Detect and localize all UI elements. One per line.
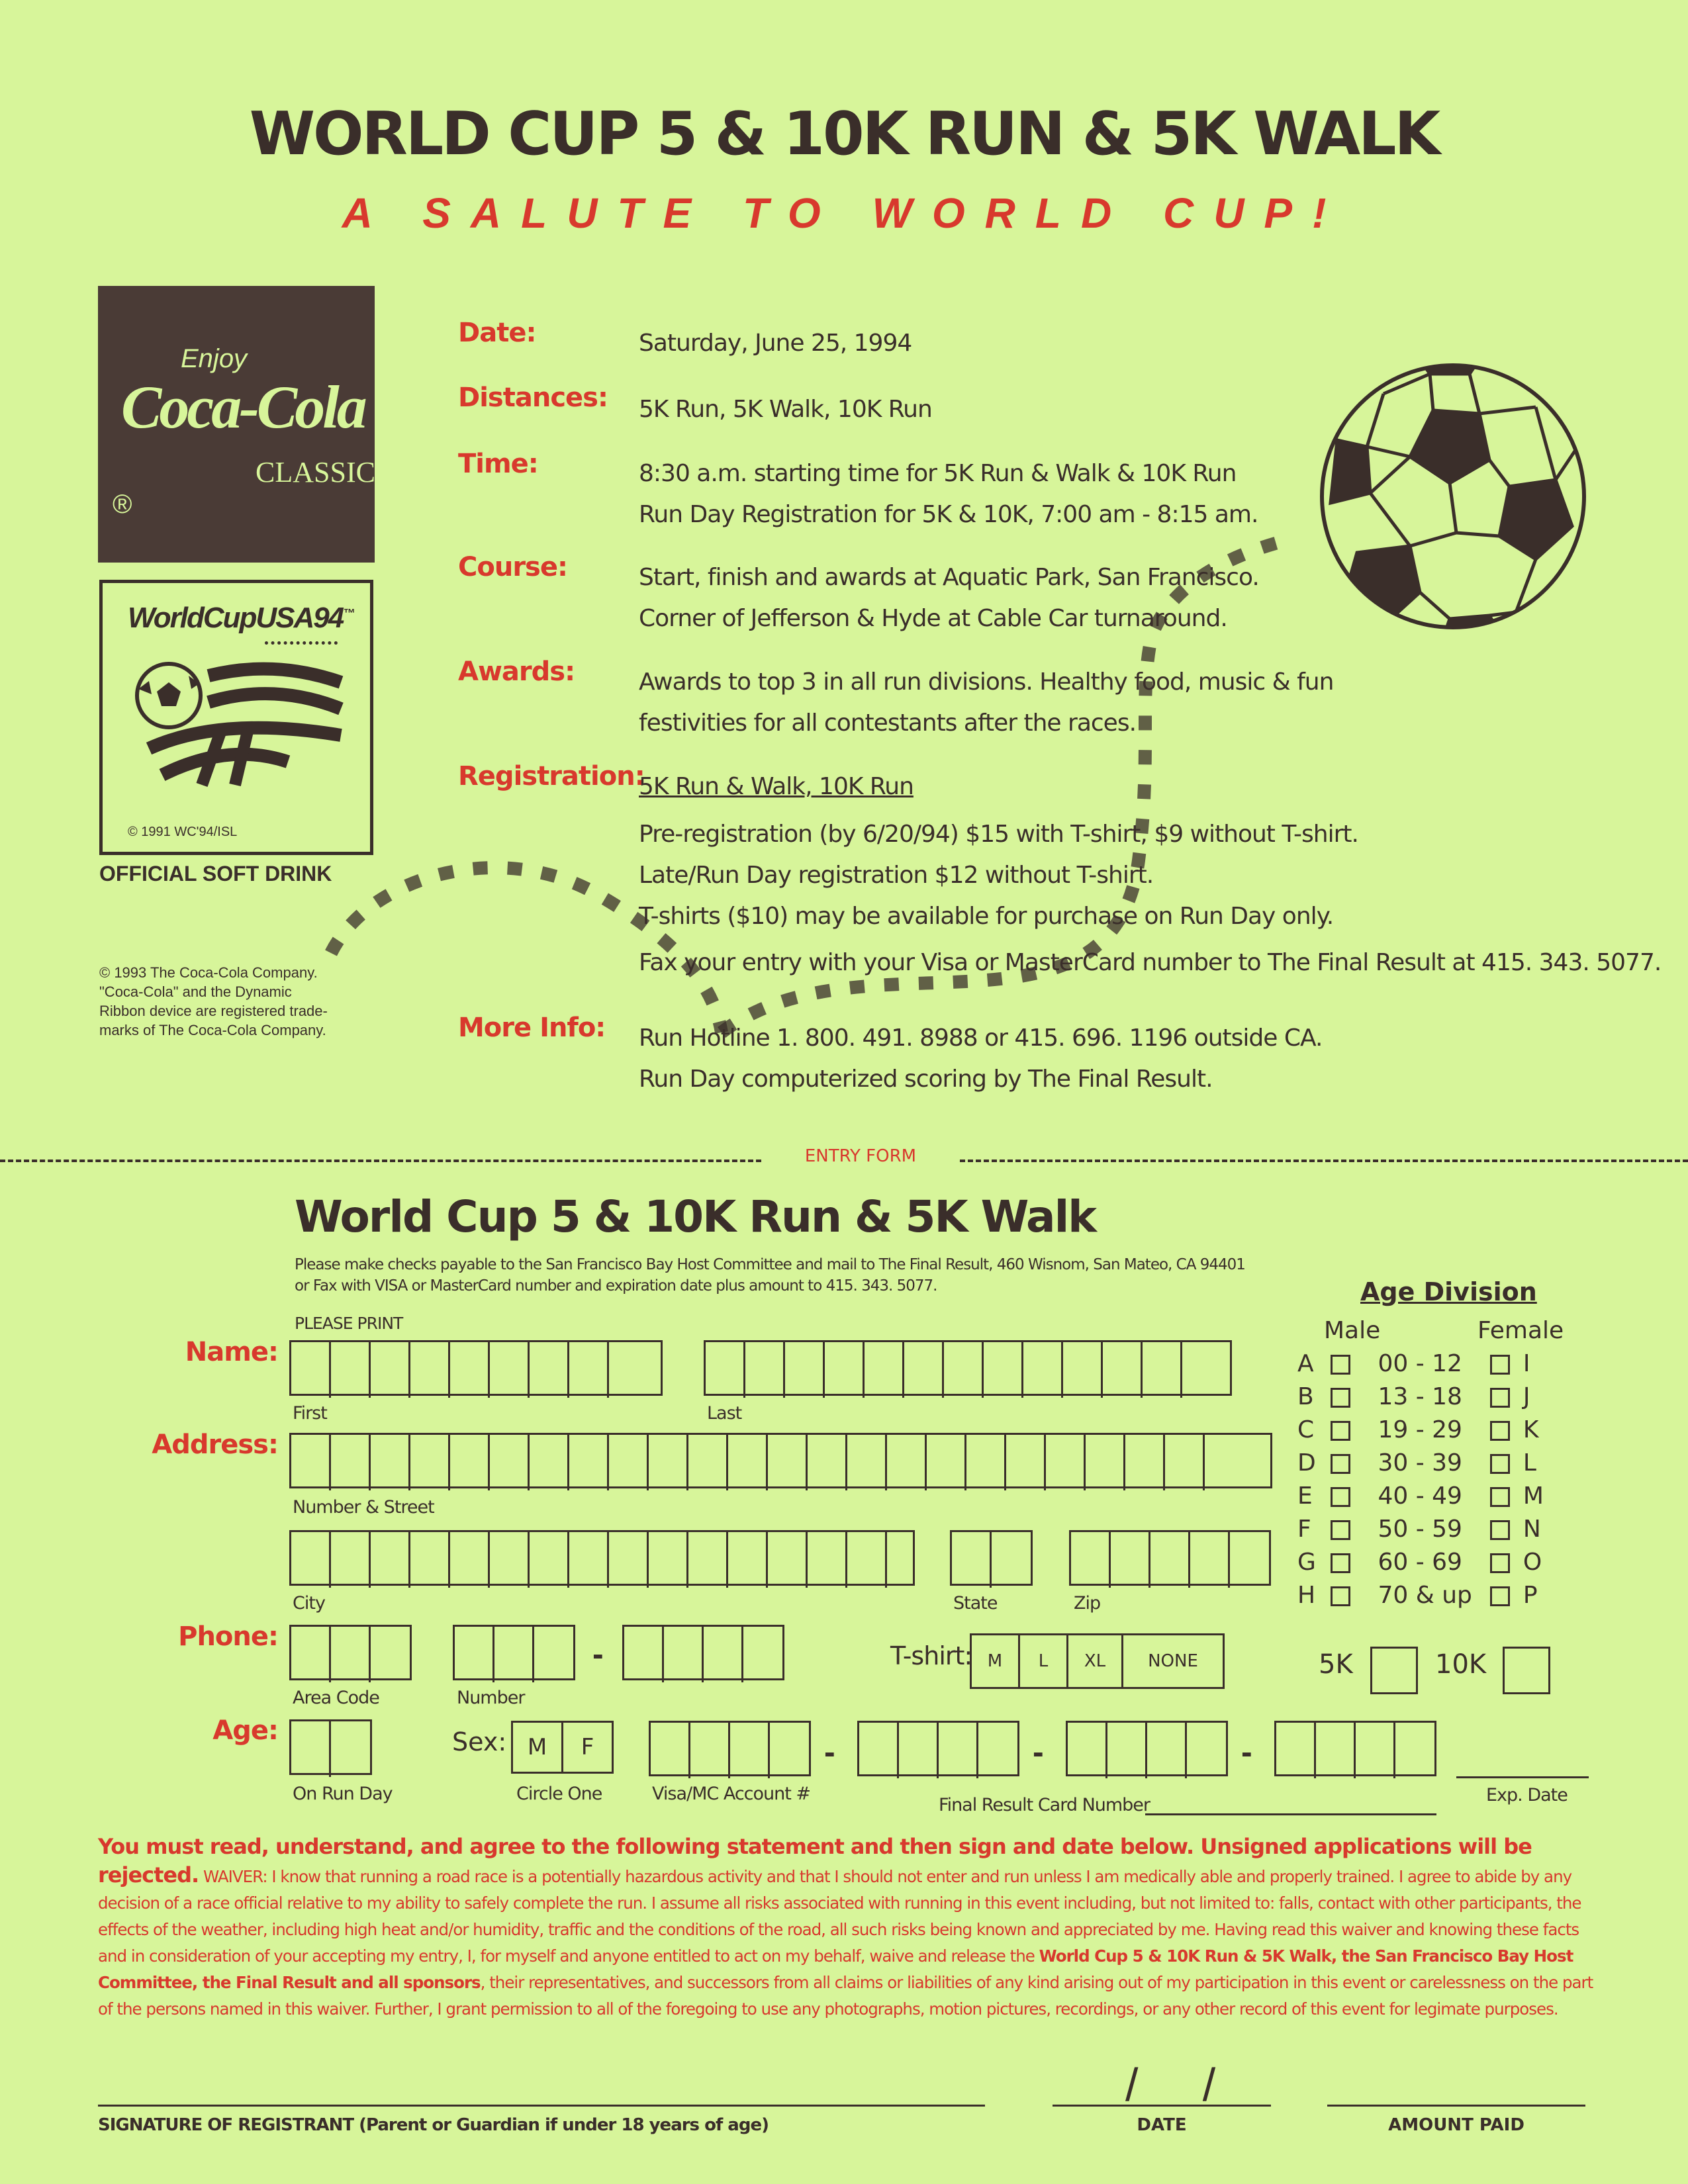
male-checkbox-f[interactable] — [1331, 1520, 1350, 1540]
age-row-b: B 13 - 18 J — [1297, 1383, 1530, 1410]
time-value: 8:30 a.m. starting time for 5K Run & Walk & 10K Run Run Day Registration for 5K & 10K, 7:00 am - 8:15 am. — [639, 460, 1258, 528]
soccer-ball-icon — [1317, 361, 1589, 632]
first-label: First — [293, 1403, 327, 1424]
awards-value: Awards to top 3 in all run divisions. Healthy food, music & fun festivities for all contestants after the races. — [639, 668, 1334, 737]
age-row-g: G 60 - 69 O — [1297, 1549, 1542, 1576]
final-result-line[interactable] — [1145, 1813, 1436, 1815]
amount-line[interactable] — [1327, 2105, 1585, 2107]
visa-label: Visa/MC Account # — [652, 1784, 811, 1804]
more-info-label: More Info: — [458, 1013, 606, 1043]
male-checkbox-a[interactable] — [1331, 1355, 1350, 1375]
card-dash-2: - — [1033, 1733, 1044, 1770]
date-footer-label: DATE — [1137, 2115, 1187, 2135]
female-checkbox-k[interactable] — [1490, 1421, 1510, 1441]
female-checkbox-l[interactable] — [1490, 1454, 1510, 1474]
on-run-day-label: On Run Day — [293, 1784, 393, 1804]
age-row-a: A 00 - 12 I — [1297, 1350, 1530, 1377]
race-10k-checkbox[interactable] — [1503, 1647, 1550, 1694]
first-name-input[interactable] — [289, 1340, 663, 1396]
state-input[interactable] — [950, 1530, 1033, 1586]
waiver-part-1: WAIVER: I know that running a road race is a potentially hazardous activity and that I should not enter and run unless I am medically able and properly trained. I agree to abide by any decision of a race official relative to my ability to safely complete the run. I assume all risks associated with running in this event including, but not limited to: falls, contact with other participants, the effects of the weather, including high heat and/or humidity, traffic and the conditions of the road, all such risks being known and appreciated by me. Having read this waiver and knowing these facts and in consideration of your accepting my entry, I, for myself and anyone entitled to act on my behalf, waive and release the — [98, 1867, 1581, 1966]
age-row-h: H 70 & up P — [1297, 1582, 1538, 1609]
distances-label: Distances: — [458, 383, 608, 413]
legal-notice: © 1993 The Coca-Cola Company. "Coca-Cola" and the Dynamic Ribbon device are registered trade- marks of The Coca-Cola Company. — [99, 964, 328, 1038]
card-dash-1: - — [824, 1733, 835, 1770]
page-subtitle: A SALUTE TO WORLD CUP! — [342, 189, 1346, 237]
cut-line-left — [0, 1160, 761, 1162]
phone-prefix-input[interactable] — [453, 1625, 575, 1680]
time-label: Time: — [458, 449, 538, 479]
exp-date-label: Exp. Date — [1486, 1785, 1568, 1805]
trademark-icon: ™ — [343, 606, 354, 620]
waiver-bold: World Cup 5 & 10K Run & 5K Walk, the San Francisco Bay Host Committee, the Final Result and all sponsors — [98, 1946, 1573, 1992]
exp-date-line[interactable] — [1456, 1776, 1589, 1778]
waiver-text — [98, 1833, 1594, 2023]
amount-label: AMOUNT PAID — [1388, 2115, 1524, 2135]
age-row-c: C 19 - 29 K — [1297, 1416, 1539, 1443]
waiver-part-2: , their representatives, and successors from all claims or liabilities of any kind arising out of my participation in this event or carelessness on the part of the persons named in this waiver. Further, I grant permission to all of the foregoing to use any photographs, motion pictures, recordings, or any other record of this event for legimate purposes. — [98, 1973, 1593, 2019]
female-checkbox-i[interactable] — [1490, 1355, 1510, 1375]
date-value: Saturday, June 25, 1994 — [639, 330, 912, 357]
please-print: PLEASE PRINT — [295, 1314, 403, 1333]
official-soft-drink: OFFICIAL SOFT DRINK — [99, 862, 332, 886]
male-checkbox-d[interactable] — [1331, 1454, 1350, 1474]
tshirt-option-none[interactable]: NONE — [1148, 1651, 1198, 1671]
course-value: Start, finish and awards at Aquatic Park, San Francisco. Corner of Jefferson & Hyde at Cable Car turnaround. — [639, 564, 1259, 632]
sex-option-m[interactable]: M — [513, 1723, 563, 1772]
male-checkbox-h[interactable] — [1331, 1586, 1350, 1606]
last-label: Last — [707, 1403, 742, 1424]
race-10k-label: 10K — [1435, 1649, 1487, 1680]
entry-form-label: ENTRY FORM — [804, 1146, 917, 1166]
card-block-3-input[interactable] — [1066, 1721, 1228, 1776]
race-5k-checkbox[interactable] — [1370, 1647, 1418, 1694]
coca-cola-wordmark: Coca-Cola — [121, 373, 365, 441]
city-input[interactable] — [289, 1530, 915, 1586]
card-dash-3: - — [1241, 1733, 1252, 1770]
street-label: Number & Street — [293, 1497, 434, 1518]
wc-logo-text: WorldCupUSA94 — [128, 602, 344, 634]
sex-label: Sex: — [452, 1727, 507, 1756]
male-checkbox-e[interactable] — [1331, 1487, 1350, 1507]
zip-input[interactable] — [1069, 1530, 1271, 1586]
signature-label: SIGNATURE OF REGISTRANT (Parent or Guardian if under 18 years of age) — [98, 2115, 769, 2135]
cut-line-right — [960, 1160, 1688, 1162]
name-label: Name: — [185, 1337, 278, 1367]
tshirt-options — [970, 1633, 1225, 1689]
race-5k-label: 5K — [1319, 1649, 1353, 1680]
female-checkbox-m[interactable] — [1490, 1487, 1510, 1507]
sex-option-f[interactable]: F — [581, 1734, 594, 1760]
date-label: Date: — [458, 318, 536, 348]
sex-options — [511, 1721, 614, 1774]
page-title: WORLD CUP 5 & 10K RUN & 5K WALK — [249, 99, 1439, 169]
enjoy-text: Enjoy — [181, 344, 248, 373]
male-header: Male — [1324, 1317, 1381, 1344]
female-checkbox-o[interactable] — [1490, 1553, 1510, 1573]
tshirt-option-m[interactable]: M — [972, 1635, 1020, 1687]
area-code-label: Area Code — [293, 1688, 379, 1708]
male-checkbox-b[interactable] — [1331, 1388, 1350, 1408]
distances-value: 5K Run, 5K Walk, 10K Run — [639, 396, 932, 423]
last-name-input[interactable] — [704, 1340, 1232, 1396]
awards-label: Awards: — [458, 657, 575, 687]
male-checkbox-c[interactable] — [1331, 1421, 1350, 1441]
waiver-lead: You must read, understand, and agree to the following statement and then sign and date below. Unsigned applications will be rejected. — [98, 1834, 1532, 1888]
number-label: Number — [457, 1688, 525, 1708]
zip-label: Zip — [1074, 1593, 1101, 1614]
tshirt-option-l[interactable]: L — [1020, 1635, 1068, 1687]
age-input[interactable] — [289, 1719, 372, 1775]
registration-value: 5K Run & Walk, 10K Run Pre-registration (by 6/20/94) $15 with T-shirt, $9 without T-shirt. Late/Run Day registration $12 without T-shirt. T-shirts ($10) may be available for purchase on Run Day only. Fax your entry with your Visa or MasterCard number to The Final Result at 415. 343. 5077. — [639, 773, 1662, 976]
date-line[interactable] — [1053, 2105, 1271, 2107]
age-row-d: D 30 - 39 L — [1297, 1449, 1536, 1477]
registration-label: Registration: — [458, 761, 645, 792]
female-checkbox-p[interactable] — [1490, 1586, 1510, 1606]
state-label: State — [953, 1593, 998, 1614]
age-row-e: E 40 - 49 M — [1297, 1482, 1544, 1510]
female-header: Female — [1477, 1317, 1564, 1344]
card-block-2-input[interactable] — [857, 1721, 1019, 1776]
final-result-label: Final Result Card Number — [939, 1795, 1150, 1815]
form-instructions: Please make checks payable to the San Francisco Bay Host Committee and mail to The Final Result, 460 Wisnom, San Mateo, CA 94401 or Fax with VISA or MasterCard number and expiration date plus amount to 415. 343. 5077. — [295, 1256, 1245, 1295]
date-slashes: / / — [1125, 2059, 1216, 2111]
address-label: Address: — [152, 1430, 278, 1460]
form-title: World Cup 5 & 10K Run & 5K Walk — [295, 1191, 1096, 1242]
age-label: Age: — [212, 1715, 278, 1746]
signature-line[interactable] — [98, 2105, 985, 2107]
city-label: City — [293, 1593, 325, 1614]
street-input[interactable] — [289, 1433, 1272, 1488]
classic-text: CLASSIC — [256, 456, 375, 488]
female-checkbox-j[interactable] — [1490, 1388, 1510, 1408]
male-checkbox-g[interactable] — [1331, 1553, 1350, 1573]
age-division-title: Age Division — [1360, 1277, 1537, 1306]
card-block-4-input[interactable] — [1274, 1721, 1436, 1776]
female-checkbox-n[interactable] — [1490, 1520, 1510, 1540]
phone-dash: - — [592, 1635, 604, 1672]
course-label: Course: — [458, 552, 567, 582]
tshirt-label: T-shirt: — [890, 1641, 972, 1670]
more-info-value: Run Hotline 1. 800. 491. 8988 or 415. 696. 1196 outside CA. Run Day computerized scoring by The Final Result. — [639, 1024, 1323, 1093]
registered-icon: ® — [113, 490, 132, 519]
phone-label: Phone: — [178, 1621, 278, 1652]
wc-copyright: © 1991 WC'94/ISL — [128, 825, 238, 839]
circle-one-label: Circle One — [516, 1784, 602, 1804]
area-code-input[interactable] — [289, 1625, 412, 1680]
card-block-1-input[interactable] — [649, 1721, 811, 1776]
phone-line-input[interactable] — [622, 1625, 784, 1680]
age-row-f: F 50 - 59 N — [1297, 1516, 1541, 1543]
tshirt-option-xl[interactable]: XL — [1068, 1635, 1123, 1687]
